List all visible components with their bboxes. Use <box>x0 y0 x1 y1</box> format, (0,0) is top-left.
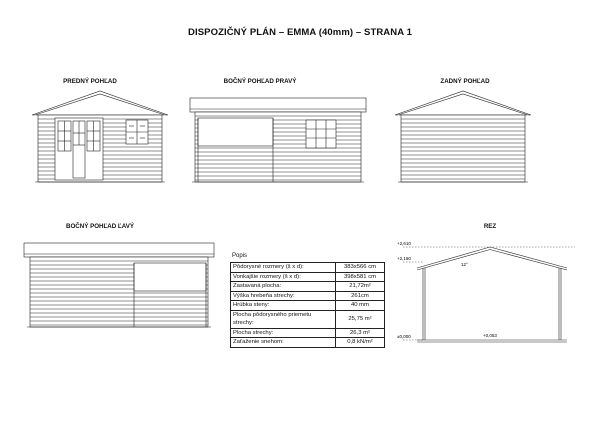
spec-value: 398x581 cm <box>336 272 385 282</box>
spec-label: Vonkajšie rozmery (š x d): <box>231 272 336 282</box>
table-row <box>231 272 385 282</box>
page-title: DISPOZIČNÝ PLÁN – EMMA (40mm) – STRANA 1 <box>188 27 412 38</box>
spec-value: 26,3 m² <box>336 328 385 338</box>
spec-value: 383x566 cm <box>336 263 385 273</box>
label-back-view: ZADNÝ POHĽAD <box>440 78 490 85</box>
section-floor-level: +0,053 <box>483 333 497 338</box>
label-side-right-view: BOČNÝ POHĽAD PRAVÝ <box>223 78 297 85</box>
label-side-left-view: BOČNÝ POHĽAD ĽAVÝ <box>66 223 134 230</box>
spec-label: Plocha strechy: <box>231 328 336 338</box>
section-wall-level: +2,160 <box>397 256 411 261</box>
spec-label: Pôdorysné rozmery (š x d): <box>231 263 336 273</box>
spec-label: Zastavaná plocha: <box>231 282 336 292</box>
spec-label: Hrúbka steny: <box>231 301 336 311</box>
table-row <box>231 291 385 301</box>
spec-value: 25,75 m² <box>336 310 385 328</box>
section-drawing <box>395 235 585 350</box>
table-row <box>231 328 385 338</box>
label-section-view: REZ <box>483 223 497 230</box>
side-right-elevation-drawing <box>188 96 368 188</box>
table-row <box>231 263 385 273</box>
section-ground-level: ±0,000 <box>397 334 411 339</box>
back-elevation-drawing <box>393 88 533 188</box>
spec-label: Zaťaženie snehom: <box>231 338 336 348</box>
side-left-elevation-drawing <box>22 241 217 333</box>
table-row <box>231 310 385 328</box>
spec-label: Výška hrebeňa strechy: <box>231 291 336 301</box>
front-elevation-drawing <box>30 88 170 188</box>
spec-value: 21,72m² <box>336 282 385 292</box>
label-front-view: PREDNÝ POHĽAD <box>63 78 117 85</box>
spec-value: 261cm <box>336 291 385 301</box>
table-row <box>231 338 385 348</box>
section-top-level: +2,610 <box>397 241 411 246</box>
table-row <box>231 282 385 292</box>
spec-value: 0,8 kN/m² <box>336 338 385 348</box>
table-row <box>231 301 385 311</box>
section-roof-pitch: 12° <box>461 262 468 267</box>
spec-value: 40 mm <box>336 301 385 311</box>
spec-heading: Popis <box>232 253 248 259</box>
spec-table <box>230 262 385 348</box>
spec-label: Plocha pôdorysného priemetu strechy: <box>231 310 336 328</box>
